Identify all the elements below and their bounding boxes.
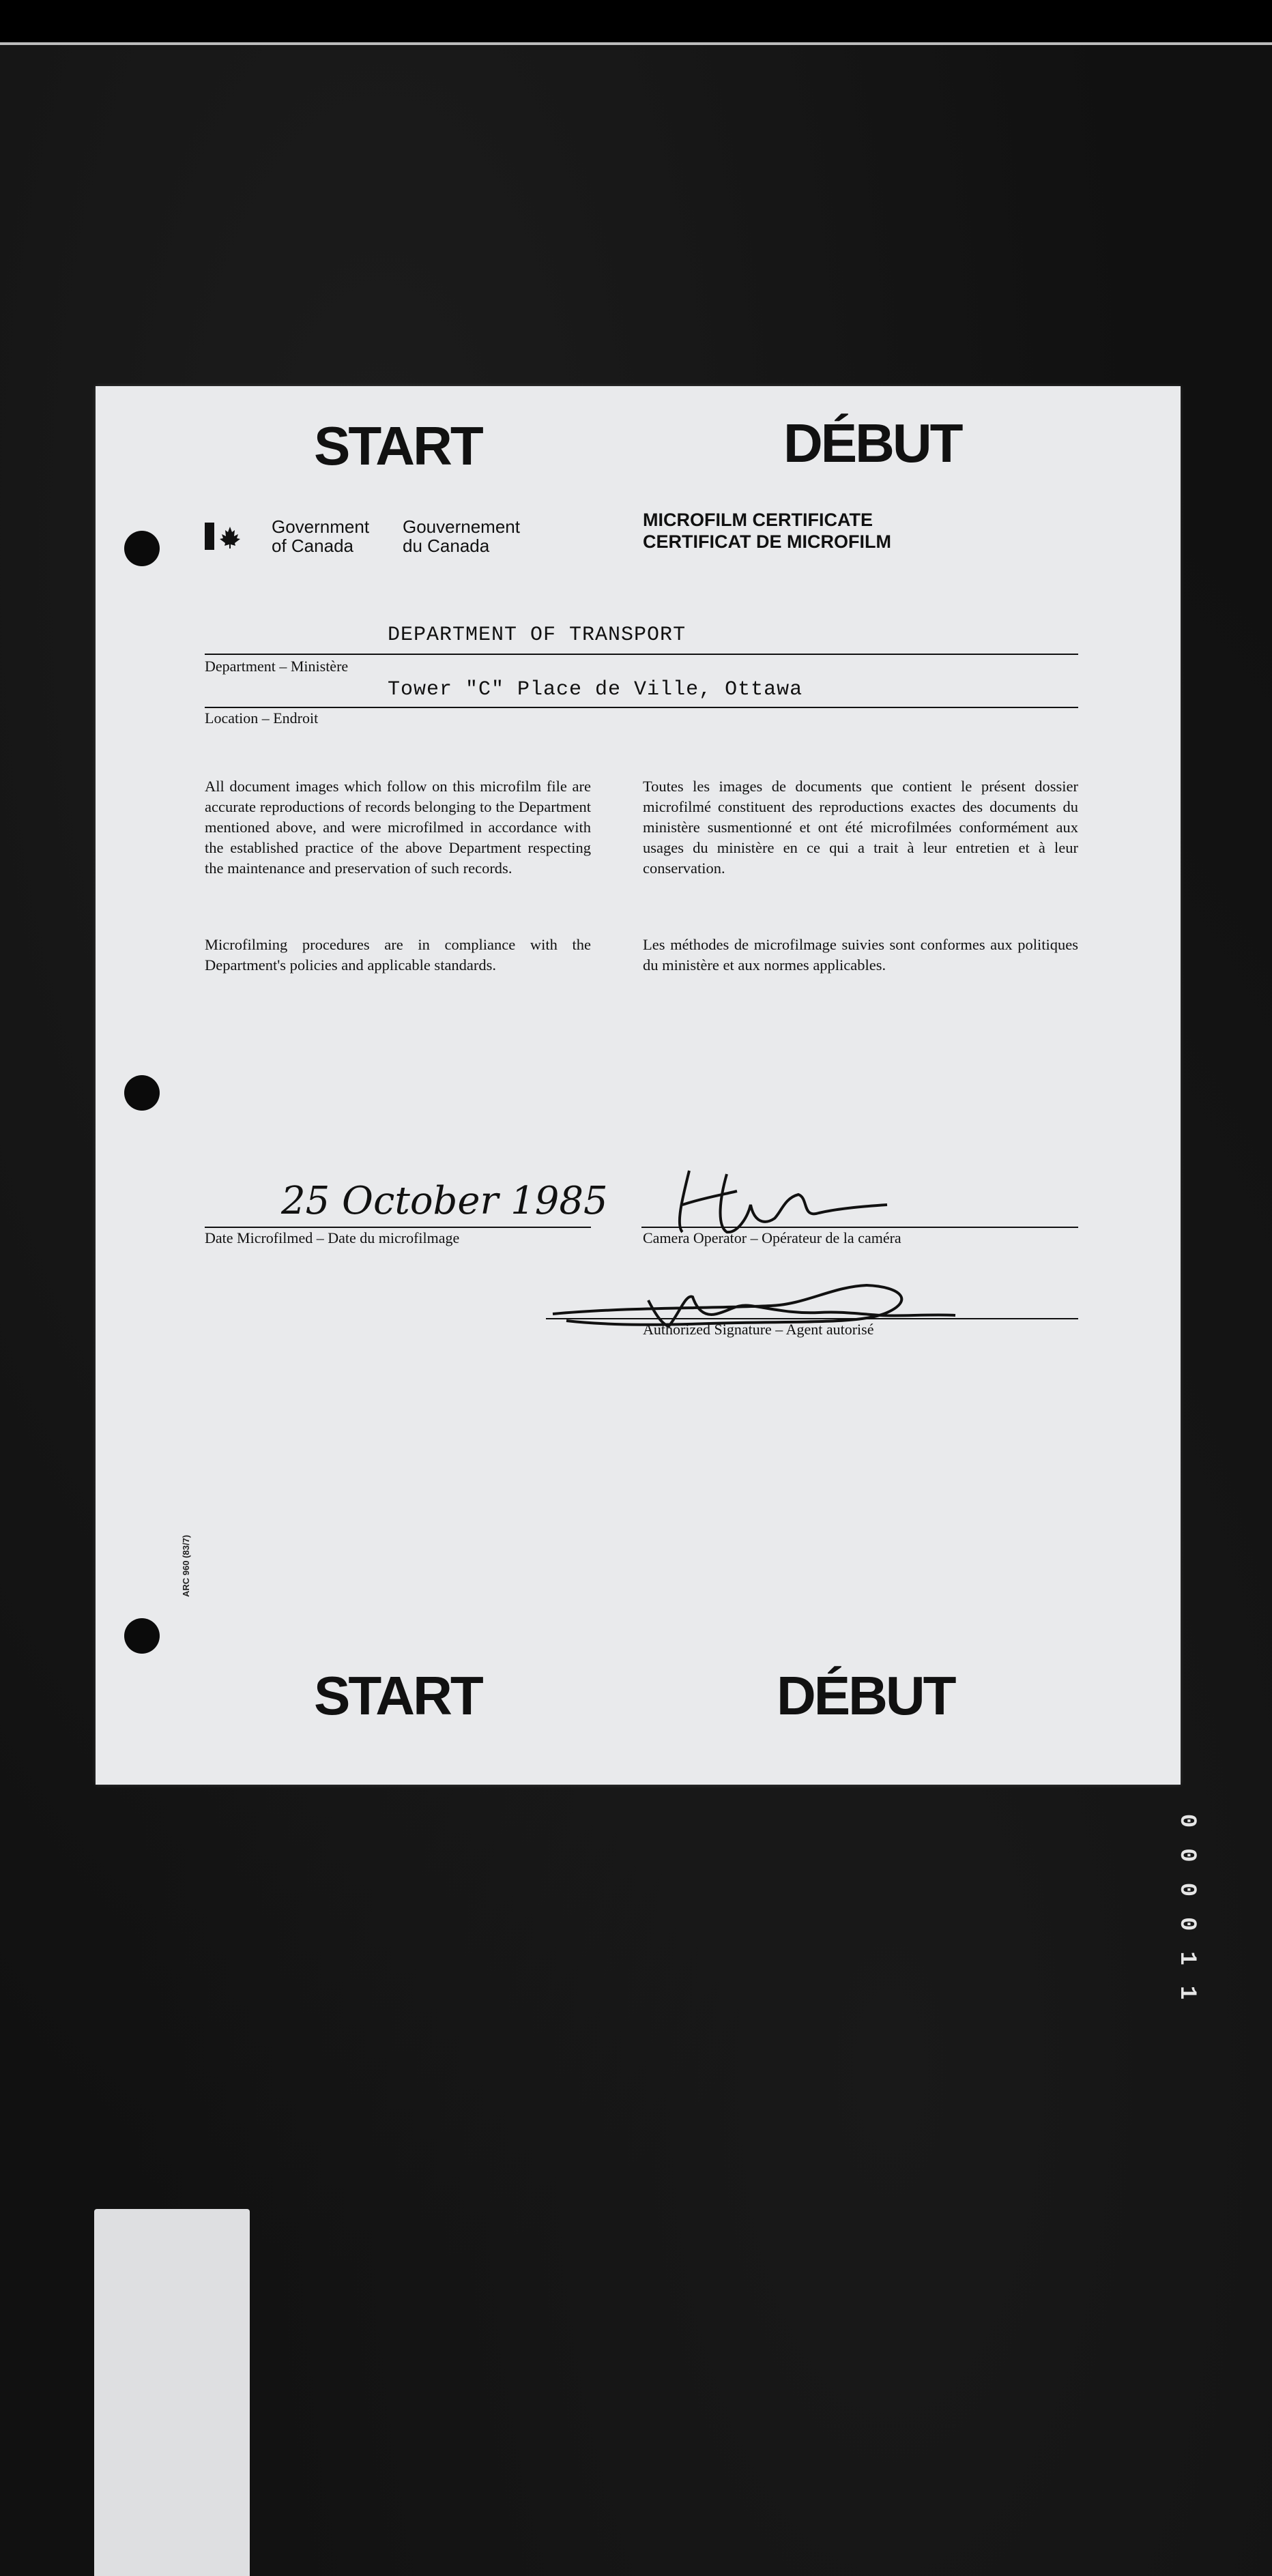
form-code: ARC 960 (83/7) (181, 1534, 191, 1597)
gov-fr-line1: Gouvernement (403, 516, 520, 537)
date-rule (205, 1227, 591, 1228)
english-statement: All document images which follow on this microfilm file are accurate reproductions of records belonging to the Department mentioned above, and were microfilmed in accordance with the established practice of the above Department respecting the maintenance and preservation of such records. (205, 778, 591, 877)
film-leader-white (94, 2209, 250, 2576)
debut-heading-bottom: DÉBUT (777, 1665, 955, 1726)
film-frame-number (1172, 1774, 1200, 2021)
start-heading-top: START (314, 415, 482, 476)
authorized-rule (546, 1318, 1078, 1319)
cert-title-en: MICROFILM CERTIFICATE (643, 510, 873, 530)
gov-fr-line2: du Canada (403, 536, 490, 556)
cert-title-fr: CERTIFICAT DE MICROFILM (643, 531, 891, 552)
department-rule (205, 654, 1078, 655)
authorized-signature-label: Authorized Signature – Agent autorisé (643, 1321, 874, 1338)
start-heading-bottom: START (314, 1665, 482, 1726)
gov-canada-english (272, 517, 369, 555)
gov-canada-french (403, 517, 520, 555)
punch-hole-top (124, 531, 160, 566)
film-top-band (0, 0, 1272, 42)
certificate-title (643, 509, 891, 553)
date-handwritten: 25 October 1985 (281, 1179, 608, 1223)
location-rule (205, 707, 1078, 708)
frame-number-text: 000011 (1174, 1813, 1200, 2021)
department-label: Department – Ministère (205, 658, 349, 675)
gov-en-line1: Government (272, 516, 370, 537)
date-label: Date Microfilmed – Date du microfilmage (205, 1229, 460, 1246)
camera-rule (641, 1227, 1078, 1228)
location-label: Location – Endroit (205, 709, 319, 727)
punch-hole-bottom (124, 1618, 160, 1654)
microfilm-certificate-sheet (96, 386, 1181, 1785)
debut-heading-top: DÉBUT (783, 413, 962, 473)
gov-en-line2: of Canada (272, 536, 353, 556)
punch-hole-middle (124, 1075, 160, 1111)
location-value: Tower "C" Place de Ville, Ottawa (388, 678, 803, 701)
english-compliance: Microfilming procedures are in compliance with the Department's policies and applicable standards. (205, 936, 591, 974)
french-compliance: Les méthodes de microfilmage suivies sont conformes aux politiques du ministère et aux normes applicables. (643, 936, 1078, 974)
camera-operator-label: Camera Operator – Opérateur de la caméra (643, 1229, 901, 1246)
department-value: DEPARTMENT OF TRANSPORT (388, 624, 686, 647)
french-statement: Toutes les images de documents que contient le présent dossier microfilmé constituent des reproductions exactes des documents du ministère susmentionné et ont été microfilmées conformément aux usages du ministère en ce qui a trait à leur entretien et à leur conservation. (643, 778, 1078, 877)
canada-flag-icon (205, 523, 246, 550)
